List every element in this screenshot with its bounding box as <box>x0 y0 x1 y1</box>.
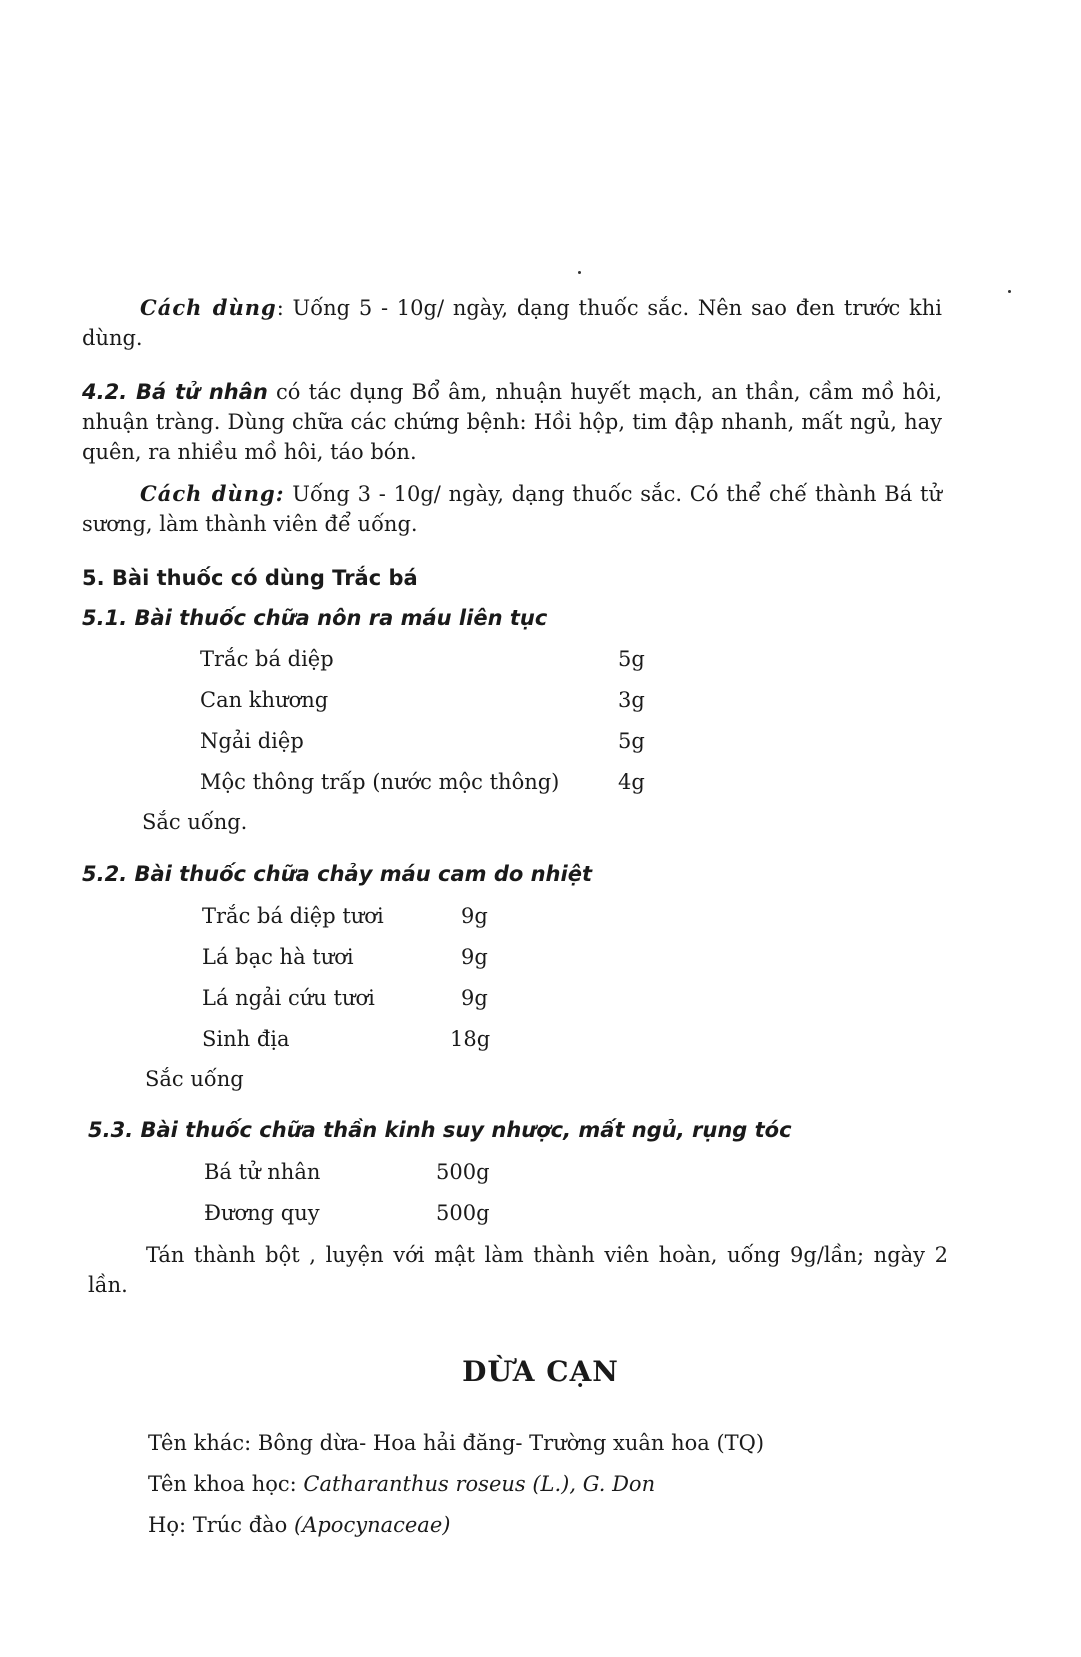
usage-paragraph-2 <box>82 479 942 539</box>
ingredient-name: Mộc thông trấp (nước mộc thông) <box>200 770 560 794</box>
recipe-5-1-heading: 5.1. Bài thuốc chữa nôn ra máu liên tục <box>82 606 548 630</box>
recipe-5-2-heading: 5.2. Bài thuốc chữa chảy máu cam do nhiệt <box>82 862 592 886</box>
ingredient-amount: 18g <box>450 1027 491 1051</box>
plant-title: DỪA CẠN <box>462 1355 619 1388</box>
section-5-heading: 5. Bài thuốc có dùng Trắc bá <box>82 566 418 590</box>
section-4-2-text: có tác dụng Bổ âm, nhuận huyết mạch, an thần, cầm mồ hôi, nhuận tràng. Dùng chữa các chứng bệnh: Hồi hộp, tim đập nhanh, mất ngủ, hay quên, ra nhiều mồ hôi, táo bón. <box>82 380 942 464</box>
ingredient-name: Sinh địa <box>202 1027 290 1051</box>
ingredient-name: Trắc bá diệp <box>200 647 334 671</box>
family-latin: (Apocynaceae) <box>294 1513 451 1537</box>
usage-paragraph-1 <box>82 293 942 353</box>
section-4-2-number: 4.2. <box>82 380 137 404</box>
ingredient-name: Trắc bá diệp tươi <box>202 904 384 928</box>
usage-text: : Uống 5 - 10g/ ngày, dạng thuốc sắc. Nên sao đen trước khi dùng. <box>82 296 942 350</box>
ingredient-name: Lá ngải cứu tươi <box>202 986 375 1010</box>
scientific-name-line <box>148 1472 655 1496</box>
recipe-5-3-note: Tán thành bột , luyện với mật làm thành viên hoàn, uống 9g/lần; ngày 2 lần. <box>88 1243 948 1297</box>
other-names-label: Tên khác: <box>148 1431 258 1455</box>
scientific-name-label: Tên khoa học: <box>148 1472 304 1496</box>
ingredient-amount: 500g <box>436 1160 490 1184</box>
ingredient-amount: 4g <box>618 770 645 794</box>
family-line <box>148 1513 450 1537</box>
scientific-name-value: Catharanthus roseus (L.), G. Don <box>303 1472 656 1496</box>
ingredient-amount: 5g <box>618 729 645 753</box>
scan-speck <box>578 271 581 274</box>
ingredient-name: Lá bạc hà tươi <box>202 945 354 969</box>
ingredient-name: Đương quy <box>204 1201 320 1225</box>
ingredient-name: Can khương <box>200 688 329 712</box>
usage-text: Uống 3 - 10g/ ngày, dạng thuốc sắc. Có thể chế thành Bá tử sương, làm thành viên để uống. <box>82 482 943 536</box>
ingredient-name: Bá tử nhân <box>204 1160 321 1184</box>
recipe-5-3-heading: 5.3. Bài thuốc chữa thần kinh suy nhược, mất ngủ, rụng tóc <box>88 1118 792 1142</box>
ingredient-amount: 500g <box>436 1201 490 1225</box>
usage-label: Cách dùng <box>140 295 277 320</box>
section-4-2-name: Bá tử nhân <box>136 380 268 404</box>
ingredient-amount: 5g <box>618 647 645 671</box>
ingredient-amount: 9g <box>461 986 488 1010</box>
usage-label: Cách dùng: <box>140 481 285 506</box>
ingredient-name: Ngải diệp <box>200 729 304 753</box>
recipe-5-2-note: Sắc uống <box>145 1067 244 1091</box>
family-label: Họ: Trúc đào <box>148 1513 294 1537</box>
ingredient-amount: 3g <box>618 688 645 712</box>
other-names-value: Bông dừa- Hoa hải đăng- Trường xuân hoa (TQ) <box>257 1431 765 1455</box>
ingredient-amount: 9g <box>461 945 488 969</box>
scan-speck <box>1008 290 1011 293</box>
other-names-line <box>148 1431 764 1455</box>
section-4-2-paragraph <box>82 377 942 467</box>
recipe-5-1-note: Sắc uống. <box>142 810 248 834</box>
ingredient-amount: 9g <box>461 904 488 928</box>
